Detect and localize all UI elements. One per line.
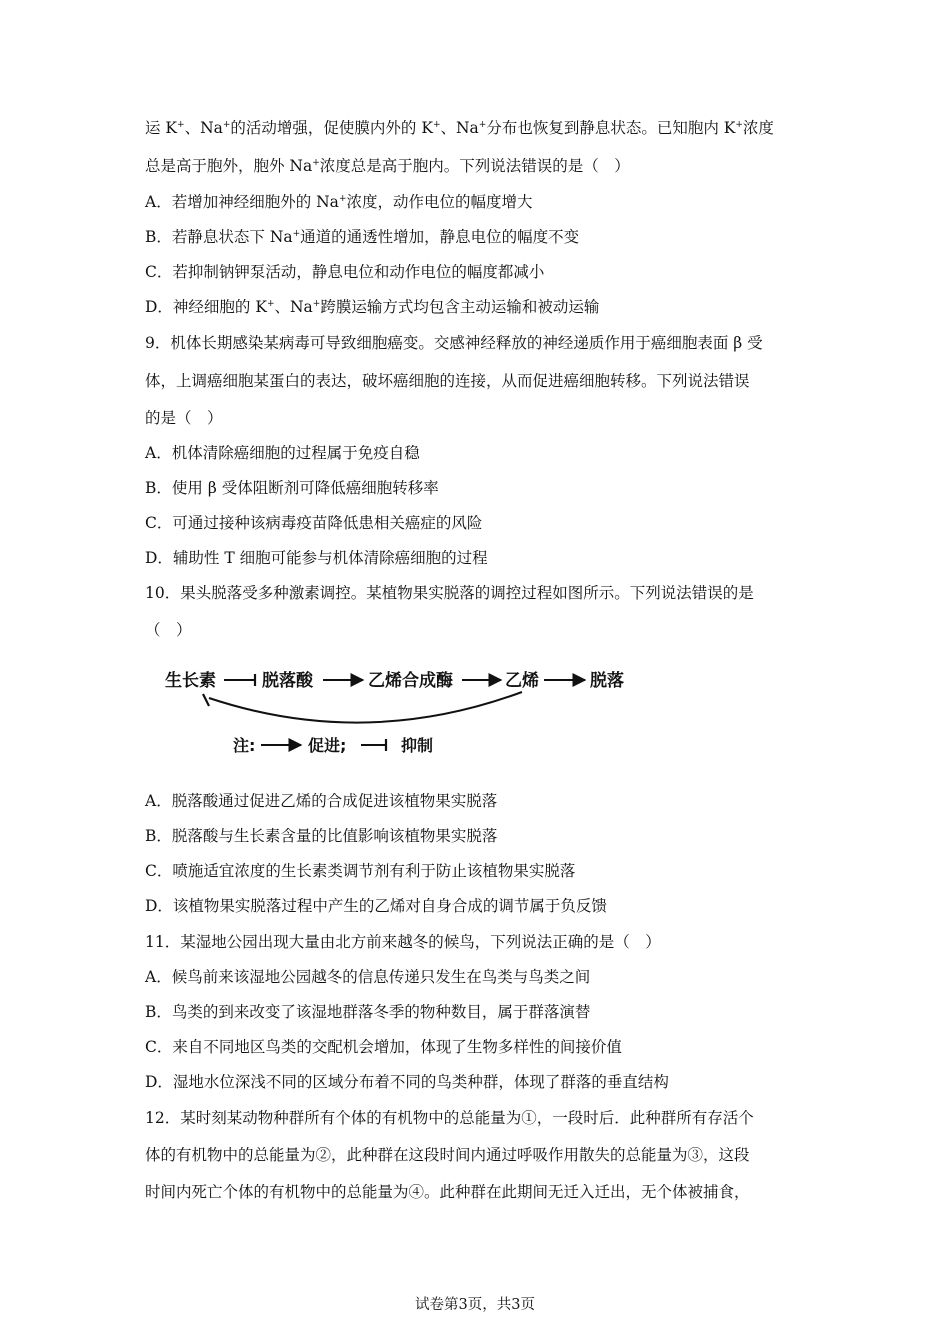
q9-option-a: A．机体清除癌细胞的过程属于免疫自稳 bbox=[145, 444, 420, 462]
q9-stem-line-2: 体，上调癌细胞某蛋白的表达，破坏癌细胞的连接，从而促进癌细胞转移。下列说法错误 bbox=[145, 372, 750, 390]
q10-stem-line-2: （ ） bbox=[145, 621, 192, 639]
node-abscisic-acid: 脱落酸 bbox=[262, 671, 313, 691]
q10-stem-line-1: 10．果头脱落受多种激素调控。某植物果实脱落的调控过程如图所示。下列说法错误的是 bbox=[145, 584, 754, 602]
q8-option-b: B．若静息状态下 Na+通道的通透性增加，静息电位的幅度不变 bbox=[145, 228, 580, 246]
node-ethylene-synthase: 乙烯合成酶 bbox=[368, 671, 453, 691]
q8-option-a: A．若增加神经细胞外的 Na+浓度，动作电位的幅度增大 bbox=[145, 193, 533, 211]
node-ethylene: 乙烯 bbox=[505, 671, 539, 691]
node-abscission: 脱落 bbox=[590, 671, 624, 691]
q12-stem-line-1: 12．某时刻某动物种群所有个体的有机物中的总能量为①，一段时后．此种群所有存活个 bbox=[145, 1109, 754, 1127]
legend-promote-label: 促进; bbox=[308, 736, 347, 755]
inhibit-curve-ethylene-to-auxin bbox=[209, 692, 522, 723]
q8-continuation-line-2: 总是高于胞外，胞外 Na+浓度总是高于胞内。下列说法错误的是（ ） bbox=[145, 157, 630, 175]
q10-option-d: D．该植物果实脱落过程中产生的乙烯对自身合成的调节属于负反馈 bbox=[145, 897, 607, 915]
q9-option-d: D．辅助性 T 细胞可能参与机体清除癌细胞的过程 bbox=[145, 549, 488, 567]
q8-continuation-line-1: 运 K+、Na+的活动增强，促使膜内外的 K+、Na+分布也恢复到静息状态。已知胞内 K+浓度 bbox=[145, 119, 774, 137]
q11-option-d: D．湿地水位深浅不同的区域分布着不同的鸟类种群，体现了群落的垂直结构 bbox=[145, 1073, 669, 1091]
node-auxin: 生长素 bbox=[165, 671, 216, 691]
q9-option-c: C．可通过接种该病毒疫苗降低患相关癌症的风险 bbox=[145, 514, 483, 532]
q10-option-b: B．脱落酸与生长素含量的比值影响该植物果实脱落 bbox=[145, 827, 498, 845]
q10-option-a: A．脱落酸通过促进乙烯的合成促进该植物果实脱落 bbox=[145, 792, 498, 810]
q11-option-c: C．来自不同地区鸟类的交配机会增加，体现了生物多样性的间接价值 bbox=[145, 1038, 622, 1056]
q11-option-a: A．候鸟前来该湿地公园越冬的信息传递只发生在鸟类与鸟类之间 bbox=[145, 968, 591, 986]
q11-option-b: B．鸟类的到来改变了该湿地群落冬季的物种数目，属于群落演替 bbox=[145, 1003, 591, 1021]
q11-stem: 11．某湿地公园出现大量由北方前来越冬的候鸟，下列说法正确的是（ ） bbox=[145, 933, 661, 951]
legend-note-label: 注: bbox=[233, 736, 256, 755]
q9-option-b: B．使用 β 受体阻断剂可降低癌细胞转移率 bbox=[145, 479, 439, 497]
hormone-regulation-diagram bbox=[165, 662, 645, 762]
inhibit-curve-bar bbox=[203, 694, 209, 706]
legend-inhibit-label: 抑制 bbox=[401, 736, 434, 755]
q9-stem-line-3: 的是（ ） bbox=[145, 409, 223, 427]
q12-stem-line-3: 时间内死亡个体的有机物中的总能量为④。此种群在此期间无迁入迁出，无个体被捕食， bbox=[145, 1183, 750, 1201]
q9-stem-line-1: 9．机体长期感染某病毒可导致细胞癌变。交感神经释放的神经递质作用于癌细胞表面 β 受 bbox=[145, 334, 763, 352]
q8-option-c: C．若抑制钠钾泵活动，静息电位和动作电位的幅度都减小 bbox=[145, 263, 545, 281]
q10-option-c: C．喷施适宜浓度的生长素类调节剂有利于防止该植物果实脱落 bbox=[145, 862, 576, 880]
page-footer: 试卷第3页，共3页 bbox=[415, 1297, 535, 1313]
q8-option-d: D．神经细胞的 K+、Na+跨膜运输方式均包含主动运输和被动运输 bbox=[145, 298, 600, 316]
q12-stem-line-2: 体的有机物中的总能量为②，此种群在这段时间内通过呼吸作用散失的总能量为③，这段 bbox=[145, 1146, 750, 1164]
